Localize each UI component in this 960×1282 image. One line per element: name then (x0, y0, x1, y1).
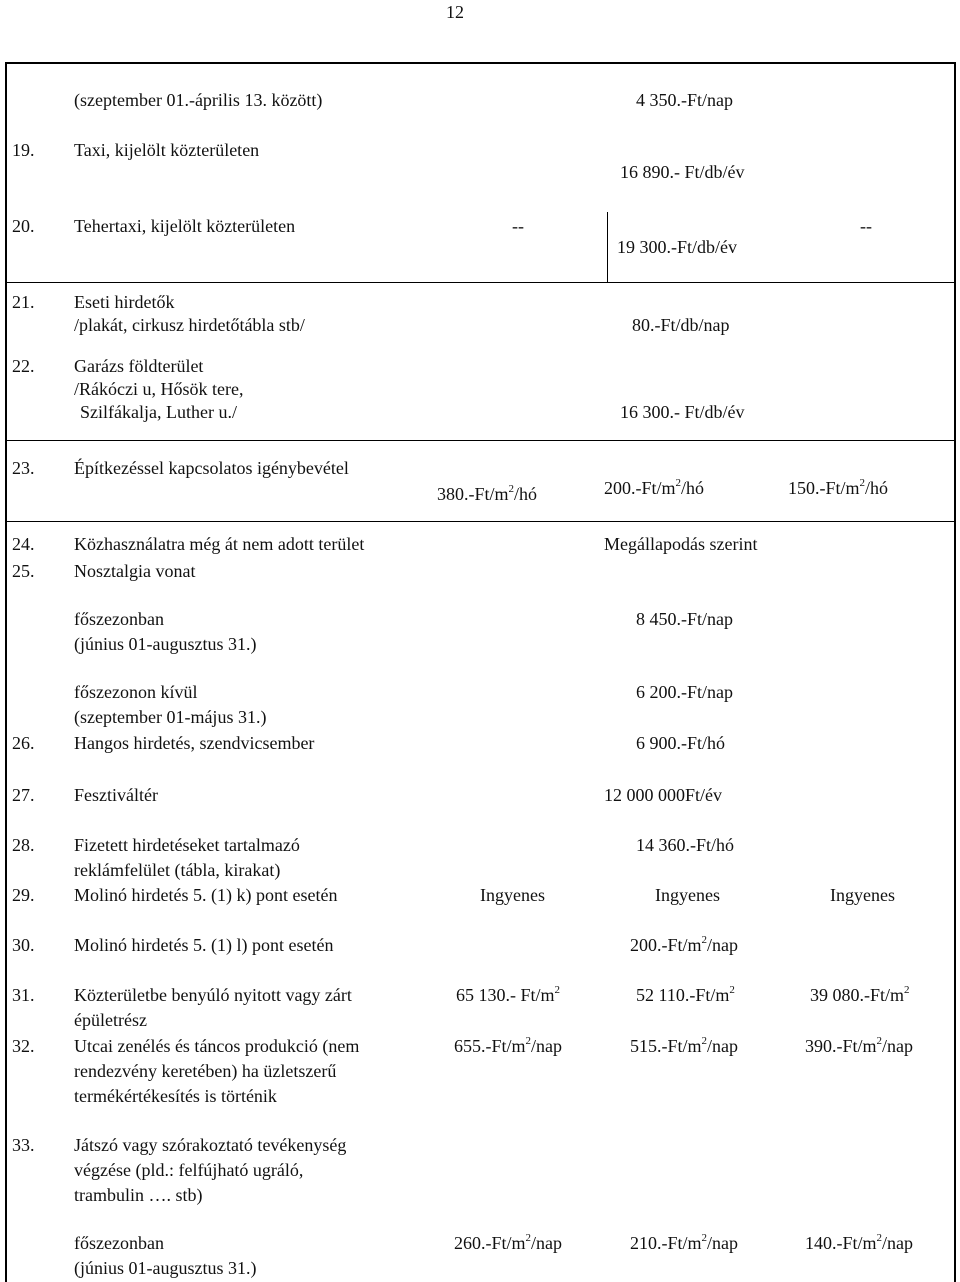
row-value: 80.-Ft/db/nap (632, 315, 730, 335)
row-value: $390.-Ft/m^2$/nap (805, 1035, 914, 1056)
row-desc: /Rákóczi u, Hősök tere, (74, 379, 244, 399)
sub-desc: főszezonban (74, 609, 164, 629)
row-desc: végzése (pld.: felfújható ugráló, (74, 1160, 304, 1180)
row-number: 24. (12, 534, 35, 554)
row-desc: (szeptember 01.-április 13. között) (74, 90, 323, 110)
row-value: 52 $110.-Ft/m^2$ (636, 984, 735, 1005)
row-desc: reklámfelület (tábla, kirakat) (74, 860, 281, 880)
row-value: 6 200.-Ft/nap (636, 682, 733, 702)
row-number: 25. (12, 561, 35, 581)
column-divider (607, 212, 608, 282)
row-value: 16 890.- Ft/db/év (620, 162, 745, 182)
row-desc: termékértékesítés is történik (74, 1086, 277, 1106)
row-value: 6 900.-Ft/hó (636, 733, 726, 753)
row-desc: Tehertaxi, kijelölt közterületen (74, 216, 296, 236)
row-note: Megállapodás szerint (604, 534, 758, 554)
row-number: 22. (12, 356, 35, 376)
row-number: 28. (12, 835, 35, 855)
row-value: $380.-Ft/m^2/hó$ (437, 483, 538, 504)
row-value: -- (512, 216, 524, 236)
row-desc: rendezvény keretében) ha üzletszerű (74, 1061, 337, 1081)
row-number: 20. (12, 216, 35, 236)
row-value: $200.-Ft/m^2/hó$ (604, 477, 705, 498)
row-desc: Nosztalgia vonat (74, 561, 196, 581)
row-value: 12 000 000Ft/év (604, 785, 723, 805)
row-divider (5, 440, 955, 441)
row-desc: Taxi, kijelölt közterületen (74, 140, 260, 160)
row-desc: /plakát, cirkusz hirdetőtábla stb/ (74, 315, 305, 335)
table-left-border (5, 62, 7, 1282)
row-desc: Játszó vagy szórakoztató tevékenység (74, 1135, 347, 1155)
row-value: $200.-Ft/m^2$/nap (630, 934, 739, 955)
row-desc: Közhasználatra még át nem adott terület (74, 534, 365, 554)
sub-desc: (június 01-augusztus 31.) (74, 634, 257, 654)
row-value: Ingyenes (830, 885, 895, 905)
row-desc: Utcai zenélés és táncos produkció (nem (74, 1036, 360, 1056)
row-value: $655.-Ft/m^2$/nap (454, 1035, 563, 1056)
sub-desc: főszezonban (74, 1233, 164, 1253)
row-value: $260.-Ft/m^2$/nap (454, 1232, 563, 1253)
row-value: 4 350.-Ft/nap (636, 90, 733, 110)
row-number: 33. (12, 1135, 35, 1155)
row-desc: Közterületbe benyúló nyitott vagy zárt (74, 985, 352, 1005)
row-number: 21. (12, 292, 35, 312)
row-desc: trambulin …. stb) (74, 1185, 203, 1205)
row-desc: Hangos hirdetés, szendvicsember (74, 733, 315, 753)
row-desc: Fizetett hirdetéseket tartalmazó (74, 835, 300, 855)
row-number: 19. (12, 140, 35, 160)
row-number: 27. (12, 785, 35, 805)
row-number: 30. (12, 935, 35, 955)
row-value: 39 $080.-Ft/m^2$ (810, 984, 910, 1005)
row-value: $150.-Ft/m^2/hó$ (788, 477, 889, 498)
row-value: -- (860, 216, 872, 236)
row-value: $210.-Ft/m^2$/nap (630, 1232, 739, 1253)
table-right-border (954, 62, 956, 1282)
row-desc: Szilfákalja, Luther u./ (80, 402, 237, 422)
row-value: Ingyenes (480, 885, 545, 905)
page-number: 12 (446, 2, 464, 22)
row-desc: Építkezéssel kapcsolatos igénybevétel (74, 458, 349, 478)
row-desc: épületrész (74, 1010, 147, 1030)
row-number: 32. (12, 1036, 35, 1056)
row-desc: Garázs földterület (74, 356, 204, 376)
sub-desc: (június 01-augusztus 31.) (74, 1258, 257, 1278)
row-divider (5, 282, 955, 283)
row-divider (5, 521, 955, 522)
row-desc: Molinó hirdetés 5. (1) l) pont esetén (74, 935, 334, 955)
table-top-border (5, 62, 955, 64)
row-value: 8 450.-Ft/nap (636, 609, 733, 629)
row-value: $515.-Ft/m^2$/nap (630, 1035, 739, 1056)
row-value: $140.-Ft/m^2$/nap (805, 1232, 914, 1253)
row-desc: Fesztiváltér (74, 785, 158, 805)
sub-desc: (szeptember 01-május 31.) (74, 707, 267, 727)
row-value: 65 130.- $Ft/m^2$ (456, 984, 561, 1005)
row-value: 19 300.-Ft/db/év (617, 237, 737, 257)
row-desc: Eseti hirdetők (74, 292, 175, 312)
row-number: 29. (12, 885, 35, 905)
row-value: 16 300.- Ft/db/év (620, 402, 745, 422)
row-number: 23. (12, 458, 35, 478)
row-number: 26. (12, 733, 35, 753)
sub-desc: főszezonon kívül (74, 682, 198, 702)
row-value: 14 360.-Ft/hó (636, 835, 735, 855)
row-desc: Molinó hirdetés 5. (1) k) pont esetén (74, 885, 338, 905)
row-value: Ingyenes (655, 885, 720, 905)
row-number: 31. (12, 985, 35, 1005)
